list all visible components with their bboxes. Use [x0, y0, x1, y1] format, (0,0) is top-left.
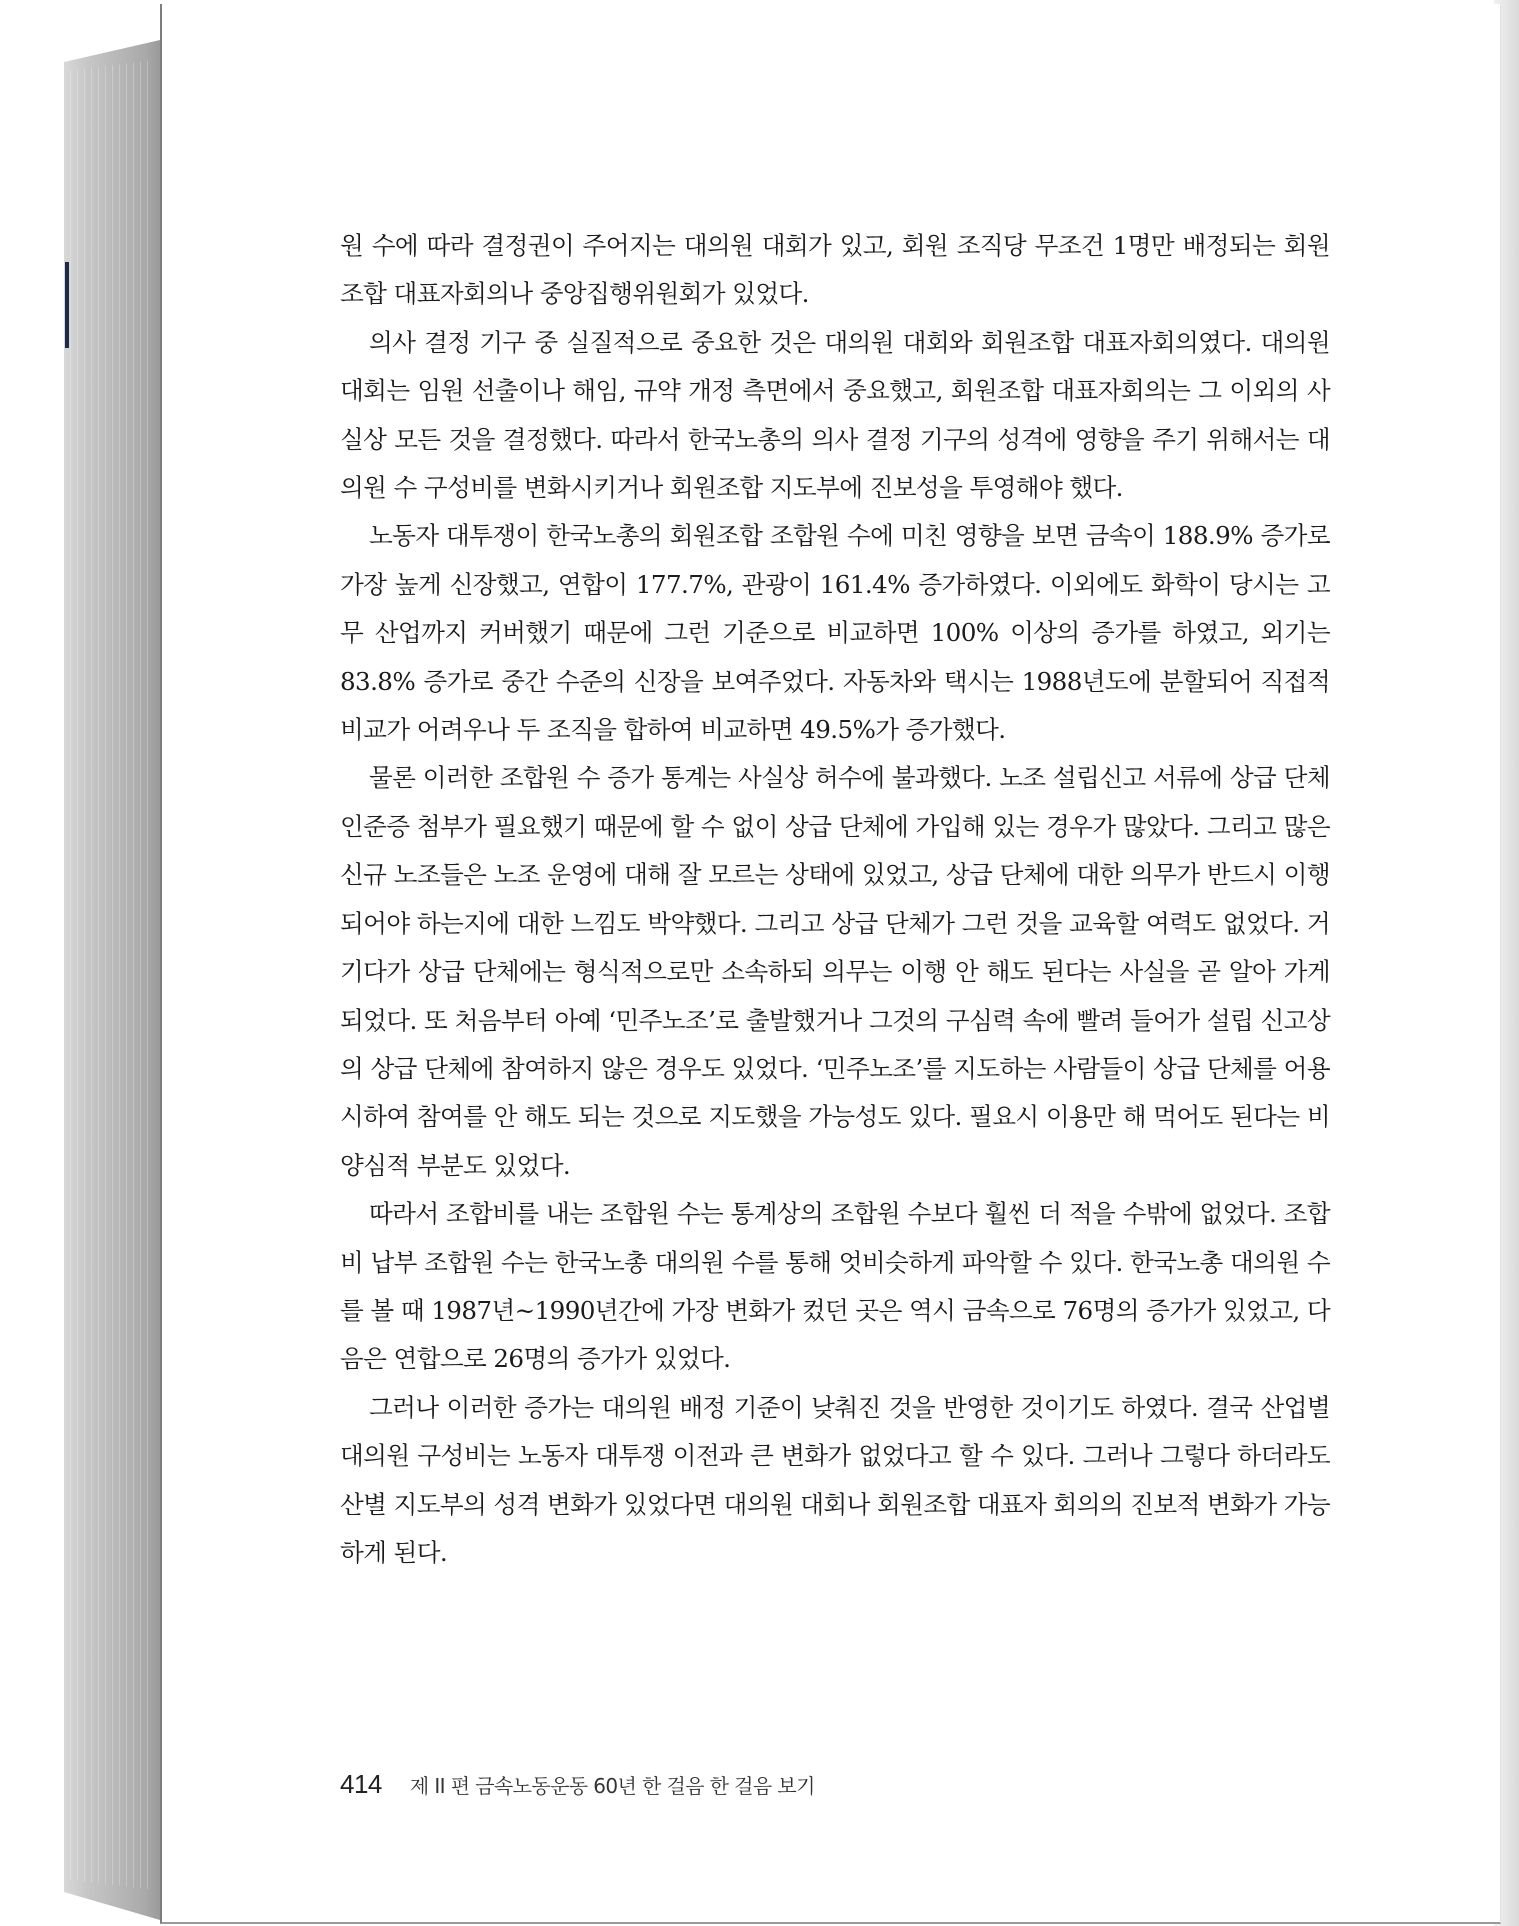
paragraph: 그러나 이러한 증가는 대의원 배정 기준이 낮춰진 것을 반영한 것이기도 하였다. 결국 산업별 대의원 구성비는 노동자 대투쟁 이전과 큰 변화가 없었다고 할 수 있다. 그러나 그렇다 하더라도 산별 지도부의 성격 변화가 있었다면 대의원 대회나 회원조합 대표자 회의의 진보적 변화가 가능하게 된다.: [340, 1392, 1330, 1567]
paragraph: 노동자 대투쟁이 한국노총의 회원조합 조합원 수에 미친 영향을 보면 금속이 188.9% 증가로 가장 높게 신장했고, 연합이 177.7%, 관광이 161.4% 증가하였다. 이외에도 화학이 당시는 고무 산업까지 커버했기 때문에 그런 기준으로 비교하면 100% 이상의 증가를 하였고, 외기는 83.8% 증가로 중간 수준의 신장을 보여주었다. 자동차와 택시는 1988년도에 분할되어 직접적 비교가 어려우나 두 조직을 합하여 비교하면 49.5%가 증가했다.: [340, 521, 1330, 745]
book-page-edge-lines: [70, 60, 154, 1890]
paragraph: 따라서 조합비를 내는 조합원 수는 통계상의 조합원 수보다 훨씬 더 적을 수밖에 없었다. 조합비 납부 조합원 수는 한국노총 대의원 수를 통해 엇비슷하게 파악할 수 있다. 한국노총 대의원 수를 볼 때 1987년~1990년간에 가장 변화가 컸던 곳은 역시 금속으로 76명의 증가가 있었고, 다음은 연합으로 26명의 증가가 있었다.: [340, 1199, 1330, 1374]
paragraph-continued: 원 수에 따라 결정권이 주어지는 대의원 대회가 있고, 회원 조직당 무조건 1명만 배정되는 회원조합 대표자회의나 중앙집행위원회가 있었다.: [340, 231, 1330, 309]
page-number: 414: [340, 1768, 382, 1799]
paragraph: 의사 결정 기구 중 실질적으로 중요한 것은 대의원 대회와 회원조합 대표자회의였다. 대의원 대회는 임원 선출이나 해임, 규약 개정 측면에서 중요했고, 회원조합 대표자회의는 그 이외의 사실상 모든 것을 결정했다. 따라서 한국노총의 의사 결정 기구의 성격에 영향을 주기 위해서는 대의원 수 구성비를 변화시키거나 회원조합 지도부에 진보성을 투영해야 했다.: [340, 327, 1330, 503]
running-title: 제 II 편 금속노동운동 60년 한 걸음 한 걸음 보기: [409, 1773, 815, 1798]
paragraph: 물론 이러한 조합원 수 증가 통계는 사실상 허수에 불과했다. 노조 설립신고 서류에 상급 단체 인준증 첨부가 필요했기 때문에 할 수 없이 상급 단체에 가입해 있는 경우가 많았다. 그리고 많은 신규 노조들은 노조 운영에 대해 잘 모르는 상태에 있었고, 상급 단체에 대한 의무가 반드시 이행되어야 하는지에 대한 느낌도 박약했다. 그리고 상급 단체가 그런 것을 교육할 여력도 없었다. 거기다가 상급 단체에는 형식적으로만 소속하되 의무는 이행 안 해도 된다는 사실을 곧 알아 가게 되었다. 또 처음부터 아예 ‘민주노조’로 출발했거나 그것의 구심력 속에 빨려 들어가 설립 신고상의 상급 단체에 참여하지 않은 경우도 있었다. ‘민주노조’를 지도하는 사람들이 상급 단체를 어용시하여 참여를 안 해도 되는 것으로 지도했을 가능성도 있다. 필요시 이용만 해 먹어도 된다는 비양심적 부분도 있었다.: [340, 763, 1330, 1180]
page-footer: [340, 1764, 815, 1804]
spine-bookmark-ribbon: [65, 262, 69, 348]
body-text: [340, 222, 1330, 1577]
